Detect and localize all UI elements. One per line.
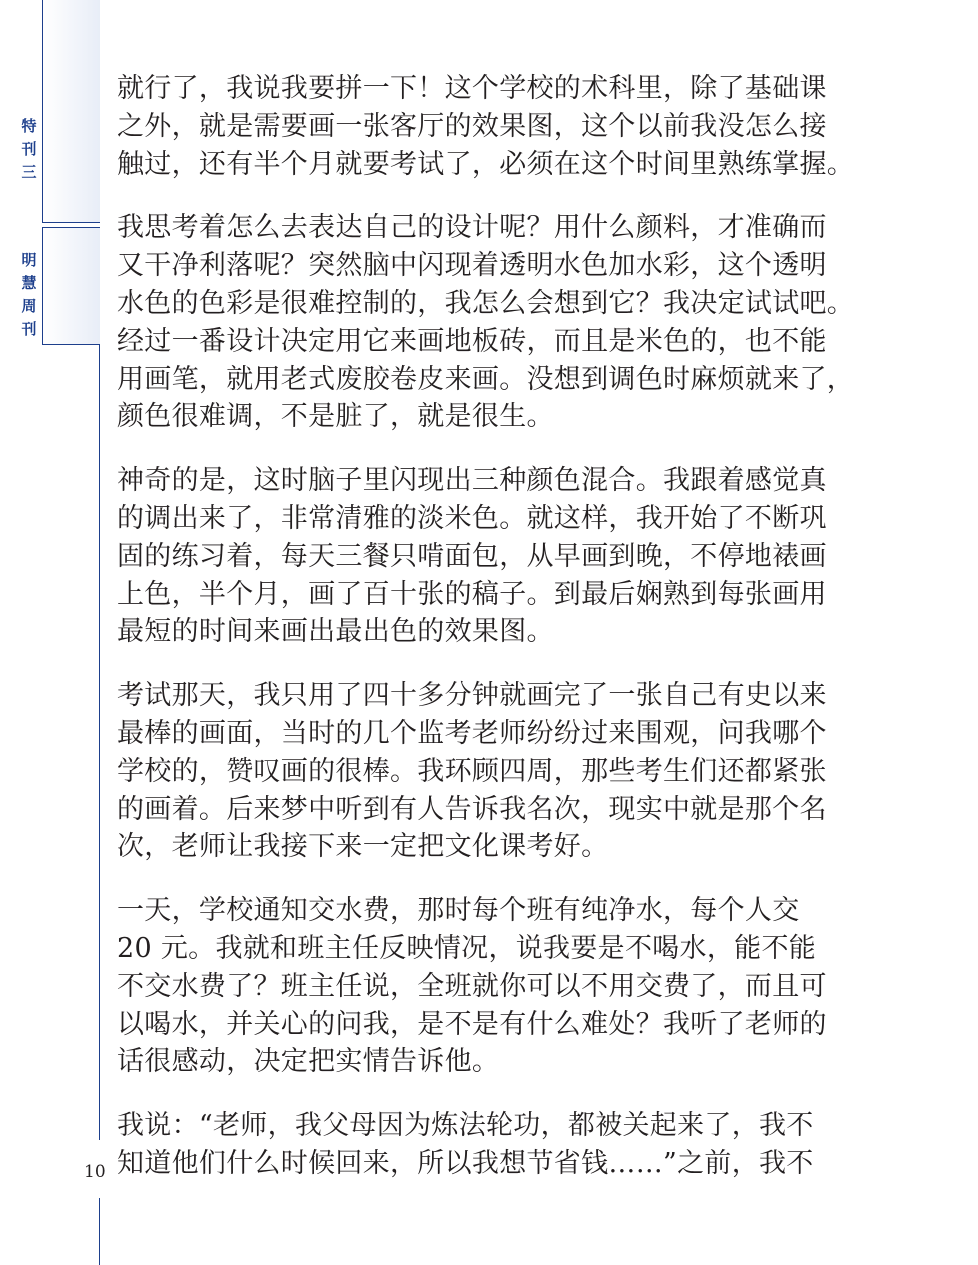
paragraph <box>117 70 863 183</box>
tab-char: 周 <box>21 297 37 315</box>
text-line: 以喝水，并关心的问我，是不是有什么难处？我听了老师的 <box>117 1008 827 1040</box>
text-line: 20 元。我就和班主任反映情况，说我要是不喝水，能不能 <box>117 932 817 964</box>
side-tab-special-issue <box>42 0 100 222</box>
paragraph <box>117 892 863 1081</box>
text-line: 我说：“老师，我父母因为炼法轮功，都被关起来了，我不 <box>117 1110 814 1142</box>
article-body <box>117 70 863 1209</box>
tab-char: 三 <box>21 163 37 181</box>
text-line: 次，老师让我接下来一定把文化课考好。 <box>117 831 609 863</box>
tab-char: 刊 <box>21 320 37 338</box>
text-line: 经过一番设计决定用它来画地板砖，而且是米色的，也不能 <box>117 325 827 357</box>
text-line: 上色，半个月，画了百十张的稿子。到最后娴熟到每张画用 <box>117 578 827 610</box>
text-line: 的画着。后来梦中听到有人告诉我名次，现实中就是那个名 <box>117 793 827 825</box>
text-line: 一天，学校通知交水费，那时每个班有纯净水，每个人交 <box>117 895 800 927</box>
text-line: 颜色很难调，不是脏了，就是很生。 <box>117 401 554 433</box>
tab-char: 慧 <box>21 274 37 292</box>
text-line: 学校的，赞叹画的很棒。我环顾四周，那些考生们还都紧张 <box>117 755 827 787</box>
text-line: 又干净利落呢？突然脑中闪现着透明水色加水彩，这个透明 <box>117 250 827 282</box>
text-line: 触过，还有半个月就要考试了，必须在这个时间里熟练掌握。 <box>117 148 855 180</box>
tab-char: 明 <box>21 251 37 269</box>
tab-char: 刊 <box>21 140 37 158</box>
side-tab-label-special-issue <box>0 115 58 184</box>
text-line: 神奇的是，这时脑子里闪现出三种颜色混合。我跟着感觉真 <box>117 465 827 497</box>
page-number: 10 <box>84 1162 106 1182</box>
text-line: 用画笔，就用老式废胶卷皮来画。没想到调色时麻烦就来了， <box>117 363 855 395</box>
tab-char: 特 <box>21 117 37 135</box>
text-line: 固的练习着，每天三餐只啃面包，从早画到晚，不停地裱画 <box>117 540 827 572</box>
text-line: 之外，就是需要画一张客厅的效果图，这个以前我没怎么接 <box>117 110 827 142</box>
text-line: 话很感动，决定把实情告诉他。 <box>117 1046 500 1078</box>
paragraph <box>117 462 863 651</box>
text-line: 最短的时间来画出最出色的效果图。 <box>117 616 554 648</box>
text-line: 水色的色彩是很难控制的，我怎么会想到它？我决定试试吧。 <box>117 287 855 319</box>
side-tab-label-minghui-weekly <box>0 249 58 341</box>
paragraph <box>117 677 863 866</box>
text-line: 考试那天，我只用了四十多分钟就画完了一张自己有史以来 <box>117 680 827 712</box>
paragraph <box>117 209 863 436</box>
text-line: 就行了，我说我要拼一下！这个学校的术科里，除了基础课 <box>117 73 827 104</box>
text-line: 不交水费了？班主任说，全班就你可以不用交费了，而且可 <box>117 970 827 1002</box>
paragraph <box>117 1107 863 1183</box>
text-line: 最棒的画面，当时的几个监考老师纷纷过来围观，问我哪个 <box>117 717 827 749</box>
text-line: 我思考着怎么去表达自己的设计呢？用什么颜料，才准确而 <box>117 212 827 244</box>
text-line: 的调出来了，非常清雅的淡米色。就这样，我开始了不断巩 <box>117 502 827 534</box>
text-line: 知道他们什么时候回来，所以我想节省钱……”之前，我不 <box>117 1147 814 1179</box>
